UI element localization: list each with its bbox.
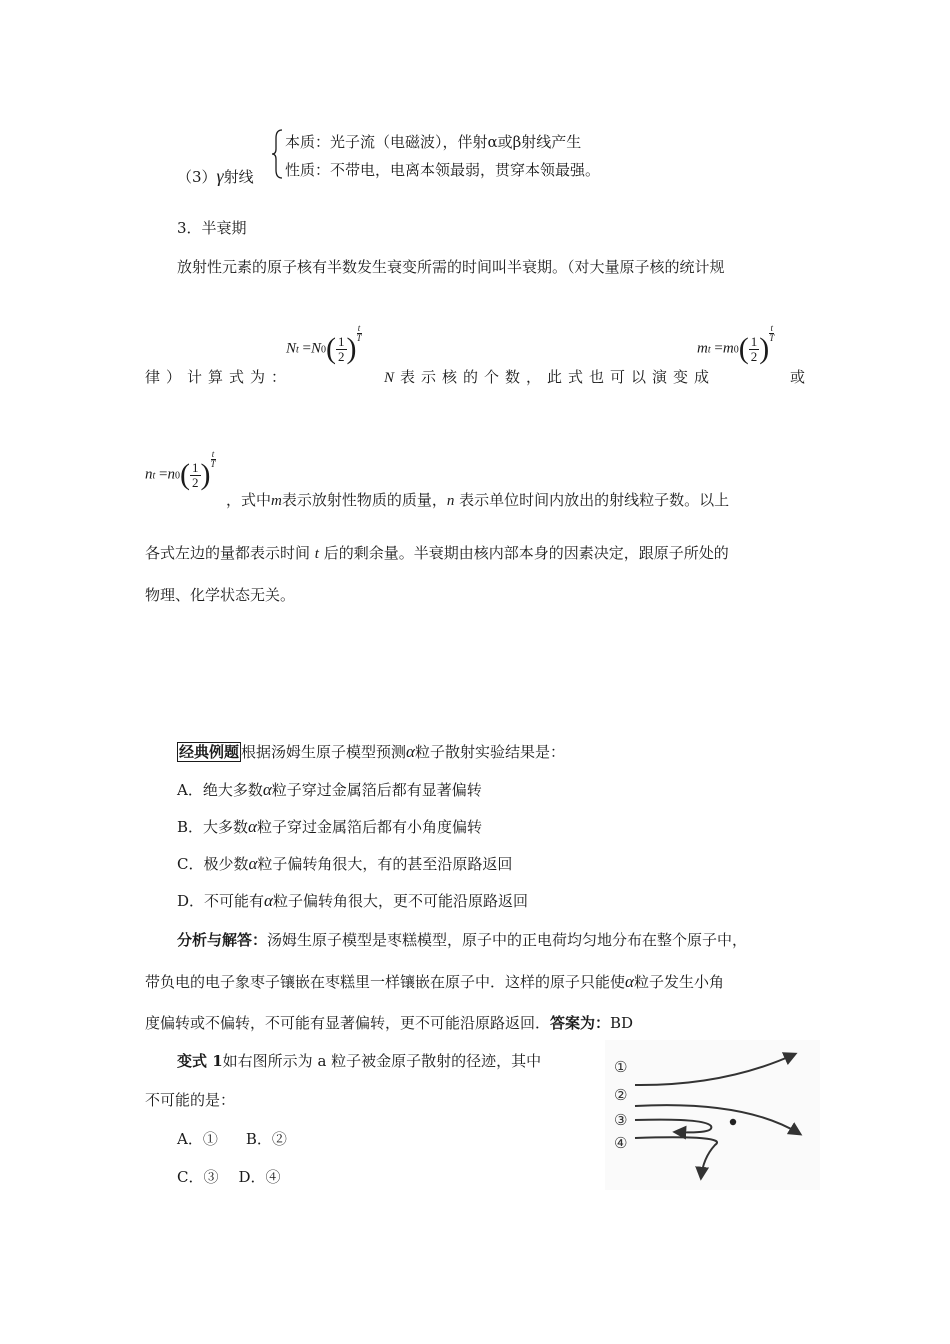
analysis-label: 分析与解答： [177, 931, 268, 949]
formula-mid-text [384, 366, 715, 387]
gamma-label-suffix: 射线 [223, 168, 254, 186]
analysis-1: 汤姆生原子模型是枣糕模型，原子中的正电荷均匀地分布在整个原子中， [267, 931, 748, 949]
frac-den-2: 2 [750, 348, 758, 364]
formula-m-lhs: m [697, 340, 708, 357]
formula-n-rhs: N [311, 340, 322, 357]
answer-value: BD [610, 1014, 634, 1032]
example-question [177, 741, 565, 762]
option-c-prefix: C．极少数 [177, 855, 249, 873]
or-text: 或 [790, 368, 806, 386]
figure-label-2: ② [614, 1086, 628, 1104]
gamma-nature: 本质：光子流（电磁波），伴射α或β射线产生 [285, 133, 582, 151]
formula-n3-lhs: n [145, 466, 153, 483]
line3-c: 表示单位时间内放出的射线粒子数。以上 [459, 491, 730, 509]
alpha-symbol: α [406, 742, 415, 761]
alpha-symbol: α [625, 972, 634, 991]
figure-label-3: ③ [614, 1111, 628, 1129]
variant-option-a: A．① [177, 1130, 218, 1148]
formula-m-rhs: m [722, 340, 734, 357]
gold-nucleus [730, 1119, 736, 1125]
half-life-heading: 3．半衰期 [177, 219, 247, 237]
formula-n-lhs-sub: t [296, 344, 299, 356]
exp-den-3: T [210, 459, 216, 469]
analysis-line-3 [145, 1012, 633, 1033]
alpha-symbol: α [248, 854, 258, 873]
state-text: 物理、化学状态无关。 [145, 586, 296, 604]
option-a [177, 779, 482, 800]
formula-prefix: 律）计算式为： [145, 368, 293, 386]
formula-m-lhs-sub: t [707, 344, 711, 356]
option-d-suffix: 粒子偏转角很大，更不可能沿原路返回 [272, 892, 528, 910]
variant-option-b: B．② [245, 1130, 287, 1148]
gamma-brace [270, 128, 284, 180]
answer-label: 答案为： [550, 1014, 611, 1032]
m-symbol: m [271, 493, 282, 509]
frac-num-2: 1 [750, 333, 758, 349]
formula-n: Nt =N0( $\frac{1}{2}$ ) $\frac{t}{T}$ [286, 323, 362, 365]
middle-text: 表示核的个数，此式也可以演变成 [400, 368, 716, 386]
alpha-symbol: α [262, 780, 272, 799]
variant-label: 变式 1 [177, 1052, 223, 1070]
scattering-figure [605, 1040, 820, 1190]
exp-den-2: T [769, 333, 775, 343]
variant-question-2: 不可能的是： [145, 1091, 236, 1109]
exp-num-2: t [770, 323, 773, 333]
line4-b: 后的剩余量。半衰期由核内部本身的因素决定，跟原子所处的 [323, 544, 729, 562]
frac-num: 1 [338, 333, 345, 349]
half-life-intro: 放射性元素的原子核有半数发生衰变所需的时间叫半衰期。（对大量原子核的统计规 [177, 258, 725, 276]
gamma-label-prefix: （3） [177, 168, 217, 186]
alpha-symbol: α [248, 817, 257, 836]
exp-num: t [357, 323, 361, 333]
gamma-label [177, 166, 254, 187]
analysis-line-2 [145, 971, 724, 992]
option-c-suffix: 粒子偏转角很大，有的甚至沿原路返回 [257, 855, 513, 873]
analysis-2a: 带负电的电子象枣子镶嵌在枣糕里一样镶嵌在原子中．这样的原子只能使 [145, 973, 626, 991]
example-tag: 经典例题 [179, 743, 240, 761]
variant-option-d: D．④ [238, 1168, 281, 1186]
n-symbol: N [384, 370, 401, 386]
gamma-property: 性质：不带电，电离本领最弱，贯穿本领最强。 [285, 161, 601, 179]
formula-n-rhs-sub: 0 [321, 344, 327, 356]
gamma-symbol: γ [216, 166, 224, 186]
option-d [177, 890, 528, 911]
formula-n-small: nt =n0( $\frac{1}{2}$ ) $\frac{t}{T}$ [145, 449, 216, 491]
analysis-line-1 [177, 929, 747, 950]
analysis-3: 度偏转或不偏转，不可能有显著偏转，更不可能沿原路返回． [145, 1014, 551, 1032]
option-b-prefix: B．大多数 [177, 818, 249, 836]
line3-b: 表示放射性物质的质量， [281, 491, 447, 509]
option-c [177, 853, 512, 874]
formula-n3-rhs-sub: 0 [175, 470, 180, 482]
frac-den-3: 2 [192, 474, 199, 490]
line3-a: ，式中 [226, 491, 272, 509]
exp-den: T [356, 333, 362, 343]
t-symbol: t [314, 546, 319, 562]
variant-question-1 [177, 1050, 541, 1071]
question-a: 根据汤姆生原子模型预测 [241, 743, 407, 761]
formula-explanation [226, 489, 729, 510]
option-a-suffix: 粒子穿过金属箔后都有显著偏转 [271, 781, 482, 799]
option-d-prefix: D．不可能有 [177, 892, 265, 910]
variant-option-c: C．③ [177, 1168, 219, 1186]
formula-m-rhs-sub: 0 [733, 344, 739, 356]
n-small-symbol: n [446, 493, 455, 509]
frac-num-3: 1 [192, 459, 199, 475]
option-b-suffix: 粒子穿过金属箔后都有小角度偏转 [256, 818, 482, 836]
option-b [177, 816, 482, 837]
formula-m: mt =m0( $\frac{1}{2}$ ) $\frac{t}{T}$ [697, 323, 775, 365]
figure-label-1: ① [614, 1058, 628, 1076]
formula-n3-rhs: n [167, 466, 175, 483]
analysis-2b: 粒子发生小角 [633, 973, 724, 991]
frac-den: 2 [338, 348, 345, 364]
variant-options-row-1 [177, 1128, 287, 1149]
question-b: 粒子散射实验结果是： [414, 743, 565, 761]
figure-label-4: ④ [614, 1134, 628, 1152]
formula-n3-lhs-sub: t [152, 470, 156, 482]
variant-options-row-2 [177, 1166, 281, 1187]
remaining-text [145, 542, 729, 563]
formula-n-lhs: N [286, 340, 297, 357]
line4-a: 各式左边的量都表示时间 [145, 544, 311, 562]
option-a-prefix: A．绝大多数 [177, 781, 263, 799]
exp-num-3: t [211, 449, 215, 459]
alpha-symbol: α [264, 891, 273, 910]
variant-question-1-text: 如右图所示为 a 粒子被金原子散射的径迹，其中 [222, 1052, 542, 1070]
